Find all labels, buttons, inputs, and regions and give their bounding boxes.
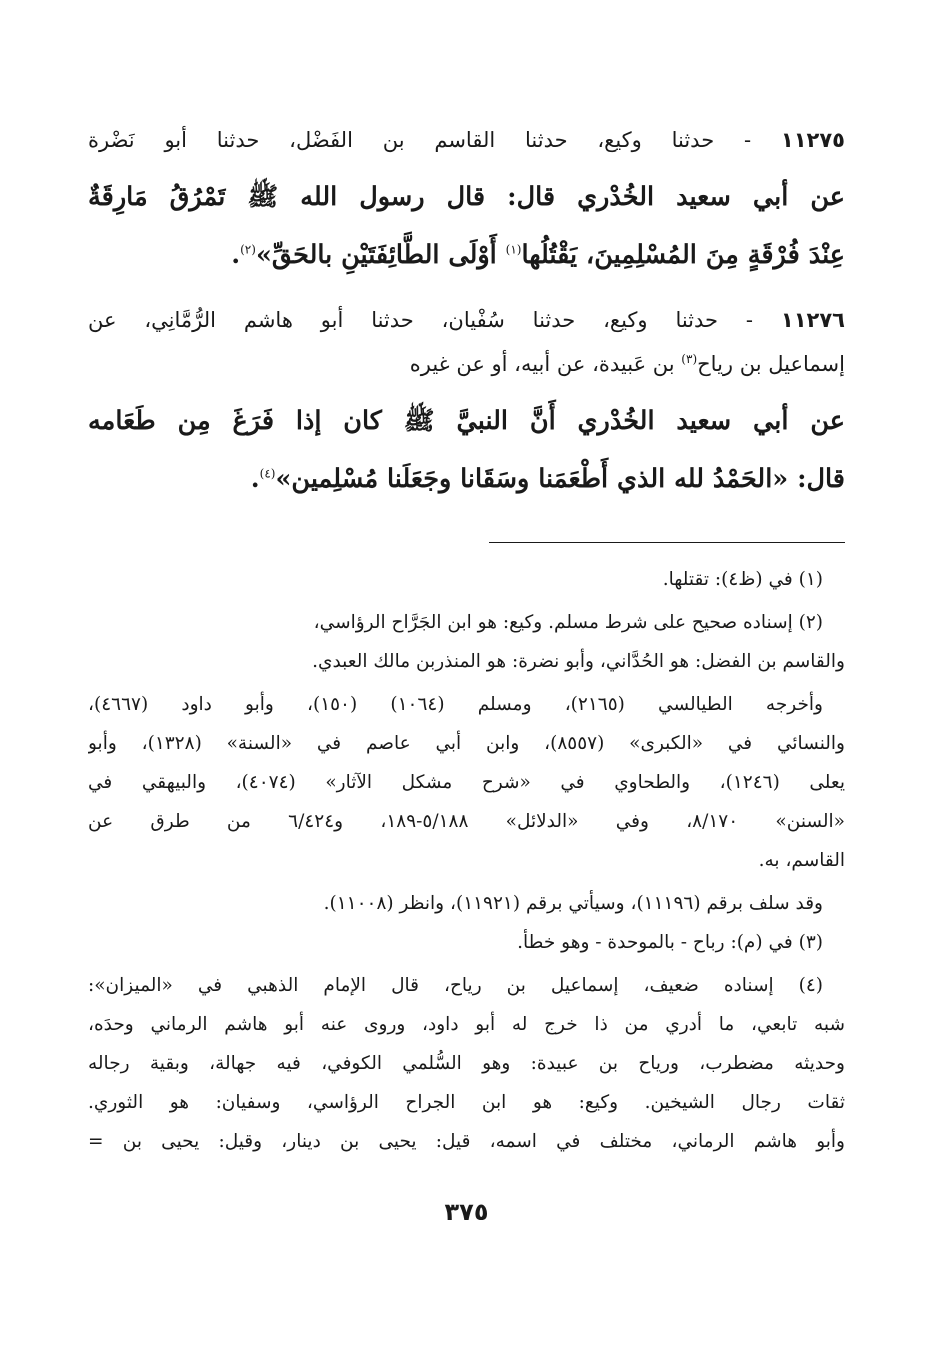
- footnote-2-line: والنسائي في «الكبرى» (٨٥٥٧)، وابن أبي عاصم في «السنة» (١٣٢٨)، وأبو: [88, 733, 845, 754]
- hadith-11275-chain-line-1: [88, 118, 845, 162]
- footnote-2-line: «السنن» ٨/١٧٠، وفي «الدلائل» ٥/١٨٨-١٨٩، و٦/٤٢٤ من طرق عن: [88, 811, 845, 832]
- hadith-matn-end: .: [250, 464, 260, 494]
- hadith-11276-chain-line-1: [88, 298, 845, 342]
- hadith-11275-matn-line-1: [88, 168, 845, 226]
- hadith-matn-text: أَوْلَى الطَّائِفَتَيْنِ بالحَقِّ»: [255, 240, 506, 270]
- continues-mark: =: [88, 1131, 104, 1152]
- hadith-chain-text: إسماعيل بن رياح: [697, 352, 845, 376]
- footnote-reference: (١): [505, 242, 522, 257]
- hadith-11276-matn-line-1: [88, 392, 845, 450]
- footnote-4-text: وأبو هاشم الرماني، مختلف في اسمه، قيل: يحيى بن دينار، وقيل: يحيى بن: [122, 1131, 845, 1152]
- footnote-3: (٣) في (م): رباح - بالموحدة - وهو خطأ.: [517, 932, 823, 953]
- footnote-2-line: وأخرجه الطيالسي (٢١٦٥)، ومسلم (١٠٦٤) (١٥٠)، وأبو داود (٤٦٦٧)،: [88, 694, 823, 715]
- hadith-chain-text: - حدثنا وكيع، حدثنا القاسم بن الفَضْل، حدثنا أبو نَضْرة: [88, 128, 752, 152]
- footnote-4-line: وحديثه مضطرب، ورياح بن عبيدة: وهو السُّلمي الكوفي، فيه جهالة، وبقية رجاله: [88, 1053, 845, 1074]
- footnote-2-line: القاسم، به.: [758, 850, 845, 871]
- hadith-matn-text: عن أبي سعيد الخُدْري قال: قال رسول الله ﷺ تَمْرُقُ مَارِقَةٌ: [88, 182, 845, 212]
- footnote-reference: (٢): [240, 242, 256, 257]
- hadith-chain-text: بن عَبيدة، عن أبيه، أو عن غيره: [409, 352, 682, 376]
- footnote-2-line: والقاسم بن الفضل: هو الحُدَّاني، وأبو نضرة: هو المنذربن مالك العبدي.: [312, 651, 845, 672]
- footnote-2-line: وقد سلف برقم (١١١٩٦)، وسيأتي برقم (١١٩٢١)، وانظر (١١٠٠٨).: [323, 893, 823, 914]
- main-text: [88, 118, 845, 508]
- hadith-chain-text: - حدثنا وكيع، حدثنا سُفْيان، حدثنا أبو هاشم الرُّمَّانِي، عن: [88, 308, 754, 332]
- hadith-number: ١١٢٧٥: [780, 128, 845, 152]
- hadith-number: ١١٢٧٦: [780, 308, 845, 332]
- hadith-matn-end: .: [231, 240, 241, 270]
- footnote-reference: (٤): [259, 466, 276, 481]
- page-number: ٣٧٥: [444, 1198, 489, 1226]
- footnotes: [88, 560, 845, 1161]
- hadith-matn-text: عِنْدَ فُرْقَةٍ مِنَ المُسْلِمِينَ، يَقْتُلُها: [521, 240, 845, 270]
- footnote-4-line: ثقات رجال الشيخين. وكيع: هو ابن الجراح الرؤاسي، وسفيان: هو الثوري.: [88, 1092, 845, 1113]
- hadith-11276-chain-line-2: [88, 342, 845, 386]
- footnote-reference: (٣): [681, 352, 698, 366]
- footnote-4-line: شبه تابعي، ما أدري من ذا خرج له أبو داود، وروى عنه أبو هاشم الرماني وحدَه،: [88, 1014, 845, 1035]
- footnote-4-line: [88, 1122, 845, 1161]
- footnote-1: (١) في (ظ٤): تقتلها.: [662, 569, 823, 590]
- hadith-matn-text: قال: «الحَمْدُ لله الذي أَطْعَمَنا وسَقَانا وجَعَلَنا مُسْلِمين»: [275, 464, 845, 494]
- footnote-4-line: (٤) إسناده ضعيف، إسماعيل بن رياح، قال الإمام الذهبي في «الميزان»:: [88, 975, 823, 996]
- footnote-2-line: يعلى (١٢٤٦)، والطحاوي في «شرح مشكل الآثار» (٤٠٧٤)، والبيهقي في: [88, 772, 845, 793]
- footnote-2-line: (٢) إسناده صحيح على شرط مسلم. وكيع: هو ابن الجَرَّاح الرؤاسي،: [313, 612, 823, 633]
- hadith-11276-matn-line-2: [88, 450, 845, 508]
- hadith-11275-matn-line-2: [88, 226, 845, 284]
- footnote-separator: [489, 542, 845, 543]
- hadith-matn-text: عن أبي سعيد الخُدْري أَنَّ النبيَّ ﷺ كان إذا فَرَغَ مِن طَعَامه: [88, 406, 845, 436]
